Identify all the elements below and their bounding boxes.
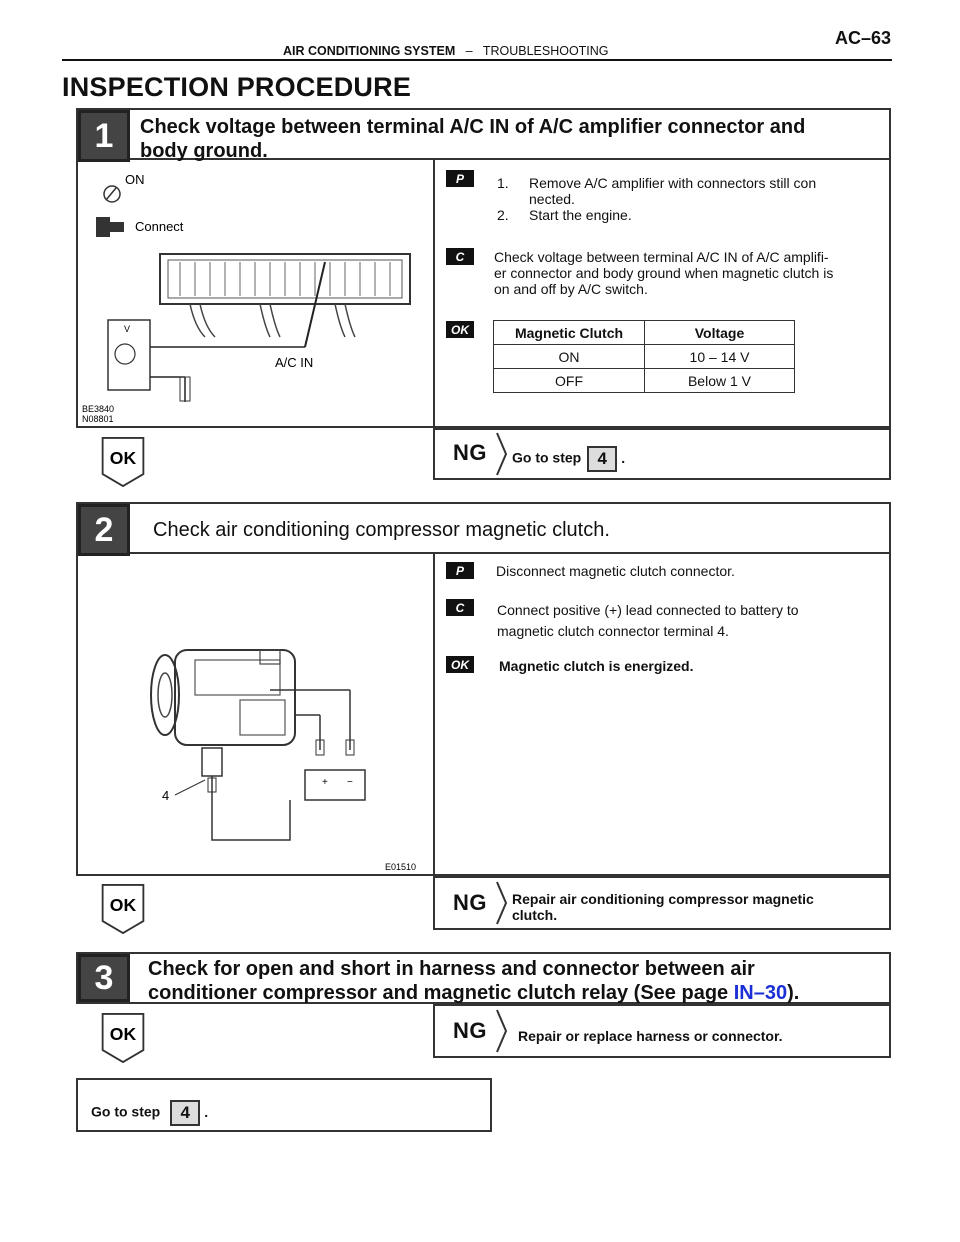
ng-arrow-icon	[496, 1009, 508, 1053]
step2-ok-tag: OK	[446, 656, 474, 673]
header-rule	[62, 59, 892, 61]
step3-ng-label: NG	[453, 1018, 487, 1043]
spec-cell: OFF	[494, 369, 645, 393]
spec-header-clutch: Magnetic Clutch	[494, 321, 645, 345]
step2-title-rule	[76, 552, 891, 554]
step3-number-badge: 3	[78, 954, 130, 1002]
step2-ng-text: Repair air conditioning compressor magnetic clutch.	[512, 891, 814, 923]
spec-cell: Below 1 V	[645, 369, 795, 393]
ng-arrow-icon	[496, 432, 508, 476]
step2-prep-text: Disconnect magnetic clutch connector.	[496, 563, 735, 579]
connect-icon	[96, 217, 110, 237]
step1-check-text: Check voltage between terminal A/C IN of A/C amplifi- er connector and body ground when magnetic clutch is on and off by A/C switch.	[494, 249, 834, 297]
step3-ng-text: Repair or replace harness or connector.	[518, 1028, 783, 1044]
step1-prep-tag: P	[446, 170, 474, 187]
step3-title	[148, 957, 883, 1005]
step1-title-line1: Check voltage between terminal A/C IN of A/C amplifier connector and	[140, 116, 806, 138]
step3-ok-badge	[100, 1013, 146, 1063]
step-ref-4[interactable]: 4	[170, 1100, 200, 1126]
step2-number-badge: 2	[78, 504, 130, 556]
step2-check-text: Connect positive (+) lead connected to battery to magnetic clutch connector terminal 4.	[497, 602, 799, 639]
step1-title-line2: body ground.	[140, 140, 268, 162]
step2-ok-badge	[100, 884, 146, 934]
step2-ng-label: NG	[453, 890, 487, 915]
spec-cell: ON	[494, 345, 645, 369]
step1-title	[140, 115, 880, 163]
diagram-code1: BE3840	[82, 404, 115, 414]
clutch-connector-icon	[202, 748, 222, 776]
final-text: Go to step 4 .	[91, 1100, 208, 1126]
step2-ok-label: OK	[109, 894, 137, 915]
step3-title-line1: Check for open and short in harness and connector between air	[148, 958, 755, 980]
header-subsection: TROUBLESHOOTING	[482, 44, 609, 58]
step1-divider	[433, 158, 435, 428]
diagram-code: E01510	[385, 862, 417, 872]
diagram-terminal-label: 4	[162, 788, 170, 803]
diagram-code2: N08801	[82, 414, 114, 424]
step1-ok-label: OK	[109, 447, 137, 468]
page-number: AC–63	[835, 28, 892, 48]
spec-cell: 10 – 14 V	[645, 345, 795, 369]
wire-harness	[190, 304, 355, 337]
step1-prep-item-1: 1. Remove A/C amplifier with connectors still con	[497, 175, 817, 191]
voltmeter-label: V	[124, 324, 131, 334]
step1-prep-list	[497, 175, 877, 223]
step2-prep-tag: P	[446, 562, 474, 579]
diagram-acin-label: A/C IN	[275, 355, 314, 370]
step1-ng-text: Go to step 4 .	[512, 446, 625, 472]
step2-diagram	[140, 630, 430, 874]
diagram-on-label: ON	[125, 172, 145, 187]
step1-diagram	[80, 162, 430, 426]
page-link-in30[interactable]: IN–30	[733, 982, 788, 1004]
step2-ok-text: Magnetic clutch is energized.	[499, 658, 694, 674]
step2-title: Check air conditioning compressor magnetic clutch.	[153, 519, 610, 541]
header-section-name: AIR CONDITIONING SYSTEM	[283, 44, 456, 58]
step3-ok-label: OK	[109, 1023, 137, 1044]
battery-icon	[305, 770, 365, 800]
step1-prep-item-1-cont: nected.	[529, 191, 575, 207]
step1-ok-badge	[100, 437, 146, 487]
step1-spec-table	[493, 320, 795, 393]
ng-arrow-icon	[496, 881, 508, 925]
step1-number-badge: 1	[78, 110, 130, 162]
page-title: INSPECTION PROCEDURE	[62, 72, 412, 102]
header-separator: –	[465, 44, 473, 58]
step2-check-tag: C	[446, 599, 474, 616]
step-ref-4[interactable]: 4	[587, 446, 617, 472]
diagram-connect-label: Connect	[135, 219, 184, 234]
step1-prep-item-2: 2. Start the engine.	[497, 207, 632, 223]
svg-text:+: +	[322, 777, 328, 788]
step1-check-tag: C	[446, 248, 474, 265]
spec-header-voltage: Voltage	[645, 321, 795, 345]
step1-ng-label: NG	[453, 440, 487, 465]
step3-title-line2: conditioner compressor and magnetic clutch relay (See page IN–30).	[148, 982, 800, 1004]
header-section	[283, 44, 609, 58]
step2-divider	[433, 552, 435, 876]
step1-ok-tag: OK	[446, 321, 474, 338]
svg-text:−: −	[347, 777, 353, 788]
